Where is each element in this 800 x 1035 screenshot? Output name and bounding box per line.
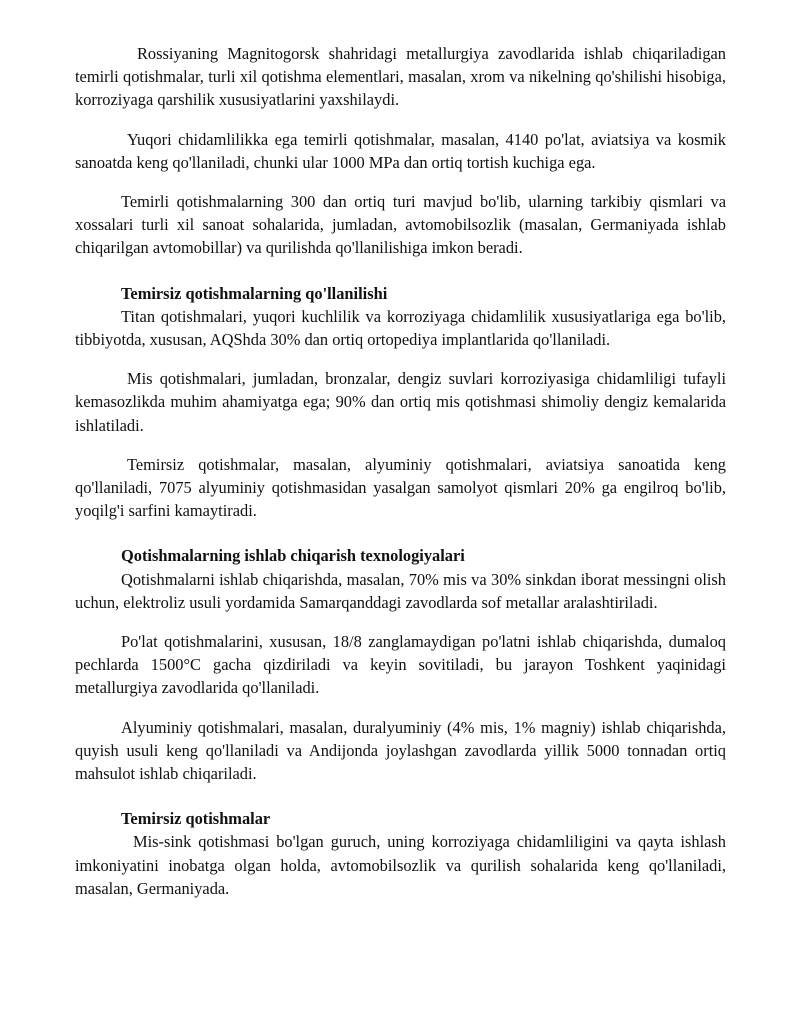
heading-nonferrous-applications: Temirsiz qotishmalarning qo'llanilishi [121, 283, 388, 303]
paragraph-aluminium-alloys: Temirsiz qotishmalar, masalan, alyuminiy qotishmalari, aviatsiya sanoatida keng qo'llaniladi, 7075 alyuminiy qotishmasidan yasalgan samolyot qismlari 20% ga engilroq bo'lib, yoqilg'i sarfini kamaytiradi. [75, 454, 726, 521]
paragraph-magnitogorsk: Rossiyaning Magnitogorsk shahridagi metallurgiya zavodlarida ishlab chiqariladigan temirli qotishmalar, turli xil qotishma elementlari, masalan, xrom va nikelning qo'shilishi hisobiga, korroziyaga qarshilik xususiyatlarini yaxshilaydi. [75, 44, 726, 110]
paragraph-brass-usage: Mis-sink qotishmasi bo'lgan guruch, uning korroziyaga chidamliligini va qayta ishlash imkoniyatini inobatga olgan holda, avtomobilsozlik va qurilish sohalarida keng qo'llaniladi, masalan, Germaniyada. [75, 832, 726, 898]
paragraph-steel-production: Po'lat qotishmalarini, xususan, 18/8 zanglamaydigan po'latni ishlab chiqarishda, dumaloq pechlarda 1500°C gacha qizdiriladi va keyin sovitiladi, bu jarayon Toshkent yaqinidagi metallurgiya zavodlarida qo'llaniladi. [75, 632, 726, 698]
paragraph-brass-production: Qotishmalarni ishlab chiqarishda, masalan, 70% mis va 30% sinkdan iborat messingni olish uchun, elektroliz usuli yordamida Samarqanddagi zavodlarda sof metallar aralashtiriladi. [75, 569, 726, 612]
paragraph-copper-alloys: Mis qotishmalari, jumladan, bronzalar, dengiz suvlari korroziyasiga chidamliligi tufayli kemasozlikda muhim ahamiyatga ega; 90% dan ortiq mis qotishmasi shimoliy dengiz kemalarida ishlatiladi. [75, 369, 726, 435]
paragraph-duralumin-production: Alyuminiy qotishmalari, masalan, duralyuminiy (4% mis, 1% magniy) ishlab chiqarishda, quyish usuli keng qo'llaniladi va Andijonda joylashgan zavodlarda yillik 5000 tonnadan ortiq mahsulot ishlab chiqariladi. [75, 717, 726, 784]
paragraph-high-strength-alloys: Yuqori chidamlilikka ega temirli qotishmalar, masalan, 4140 po'lat, aviatsiya va kosmik sanoatda keng qo'llaniladi, chunki ular 1000 MPa dan ortiq tortish kuchiga ega. [75, 129, 726, 172]
heading-nonferrous-alloys: Temirsiz qotishmalar [121, 809, 271, 829]
document-page [75, 42, 726, 916]
paragraph-ferrous-alloy-types: Temirli qotishmalarning 300 dan ortiq turi mavjud bo'lib, ularning tarkibiy qismlari va xossalari turli xil sanoat sohalarida, jumladan, avtomobilsozlik (masalan, Germaniyada ishlab chiqarilgan avtomobillar) va qurilishda qo'llanilishiga imkon beradi. [75, 192, 726, 258]
heading-production-technologies: Qotishmalarning ishlab chiqarish texnologiyalari [121, 546, 465, 566]
paragraph-titanium-alloys: Titan qotishmalari, yuqori kuchlilik va korroziyaga chidamlilik xususiyatlariga ega bo'lib, tibbiyotda, xususan, AQShda 30% dan ortiq ortopediya implantlarida qo'llaniladi. [75, 306, 726, 350]
